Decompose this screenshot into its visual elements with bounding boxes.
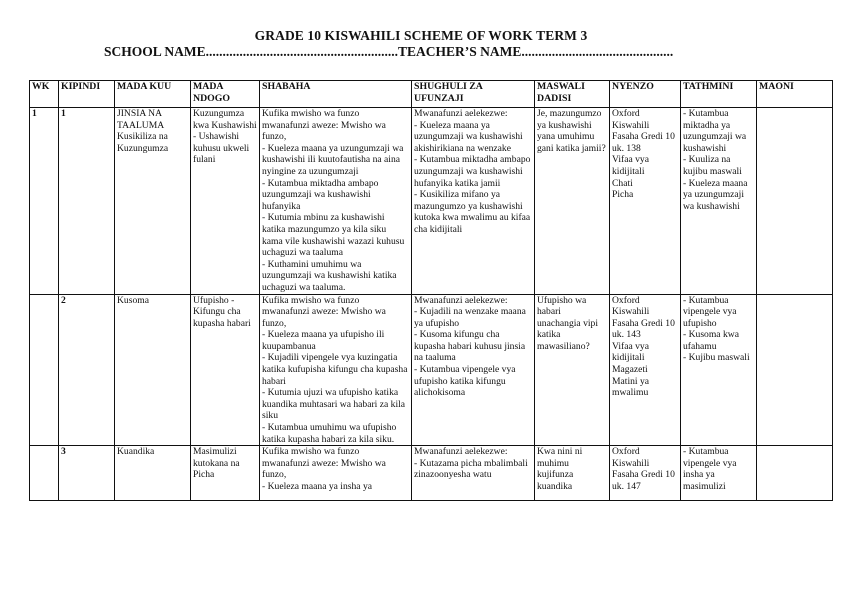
cell-line: Mwanafunzi aelekezwe:: [414, 294, 508, 306]
cell-shabaha: [260, 294, 412, 446]
cell-line: Oxford Kiswahili Fasaha Gredi 10 uk. 138: [612, 108, 675, 154]
cell-line: JINSIA NA TAALUMA: [117, 108, 165, 131]
cell-line: Magazeti: [612, 364, 648, 376]
cell-clip: [612, 446, 678, 500]
cell-nyenzo: [610, 108, 681, 295]
column-header-maoni: MAONI: [757, 81, 833, 108]
column-header-wk: WK: [30, 81, 59, 108]
cell-line: - Kutambua umuhimu wa ufupisho katika kupasha habari za kila siku.: [262, 422, 397, 445]
cell-maoni: [757, 108, 833, 295]
cell-line: - Kutambua vipengele vya ufupisho: [683, 294, 737, 329]
cell-line: - Kutambua miktadha ambapo uzungumzaji wa kushawishi hufanyika katika jamii: [414, 154, 531, 189]
cell-line: Chati: [612, 177, 633, 189]
cell-kipindi: [59, 446, 115, 501]
cell-line: Kufika mwisho wa funzo mwanafunzi aweze: Mwisho wa funzo,: [262, 108, 386, 143]
cell-wk: [30, 446, 59, 501]
cell-tathmini: [681, 294, 757, 446]
cell-shughuli: [412, 108, 535, 295]
cell-line: - Kueleza maana ya uzungumzaji wa kushawishi ili kuutofautisha na aina nyingine za uzungumzaji: [262, 142, 404, 177]
cell-clip: [537, 446, 607, 500]
column-header-mada-kuu: MADA KUU: [115, 81, 191, 108]
cell-clip: [193, 446, 257, 500]
column-header-kipindi: KIPINDI: [59, 81, 115, 108]
cell-line: Matini ya mwalimu: [612, 375, 650, 399]
cell-mada-kuu: [115, 108, 191, 295]
cell-clip: [117, 446, 188, 500]
cell-line: - Kueleza maana ya insha ya: [262, 481, 373, 492]
cell-line: Vifaa vya kidijitali: [612, 340, 649, 364]
cell-clip: [683, 446, 754, 500]
cell-shabaha: [260, 108, 412, 295]
cell-line: - Kutambua vipengele vya insha ya masimulizi: [683, 446, 737, 492]
scheme-of-work-table: [29, 80, 833, 501]
cell-tathmini: [681, 446, 757, 501]
cell-shughuli: [412, 294, 535, 446]
cell-line: Kwa nini ni muhimu kujifunza kuandika: [537, 446, 583, 492]
cell-line: Kufika mwisho wa funzo mwanafunzi aweze: Mwisho wa funzo,: [262, 294, 386, 329]
cell-line: Mwanafunzi aelekezwe:: [414, 108, 508, 119]
cell-line: Kuzungumza kwa Kushawishi - Ushawishi kuhusu ukweli fulani: [193, 108, 257, 166]
cell-wk: 1: [30, 108, 59, 295]
cell-kipindi: 2: [59, 294, 115, 446]
cell-line: Oxford Kiswahili Fasaha Gredi 10 uk. 147: [612, 446, 675, 492]
cell-line: Kufika mwisho wa funzo mwanafunzi aweze: Mwisho wa funzo,: [262, 446, 386, 481]
cell-line: - Kusoma kifungu cha kupasha habari kuhusu jinsia na taaluma: [414, 329, 526, 364]
cell-line: - Kutambua miktadha ambapo uzungumzaji wa kushawishi hufanyika: [262, 177, 379, 212]
cell-maswali: [535, 108, 610, 295]
cell-line: - Kutambua vipengele vya ufupisho katika kifungu alichokisoma: [414, 364, 516, 399]
cell-line: Kusoma: [117, 294, 149, 306]
cell-line: Vifaa vya kidijitali: [612, 154, 649, 177]
cell-line: - Kujadili na wenzake maana ya ufupisho: [414, 306, 526, 329]
cell-maswali: [535, 294, 610, 446]
cell-line: Ufupisho wa habari unachangia vipi katika mawasiliano?: [537, 294, 599, 352]
cell-nyenzo: [610, 446, 681, 501]
column-header-nyenzo: NYENZO: [610, 81, 681, 108]
cell-line: - Kutazama picha mbalimbali zinazoonyesha watu: [414, 457, 528, 481]
table-row: [30, 294, 833, 446]
cell-maoni: [757, 446, 833, 501]
cell-line: - Kutambua miktadha ya uzungumzaji wa kushawishi: [683, 108, 747, 154]
cell-line: - Kueleza maana ya ufupisho ili kuupambanua: [262, 329, 385, 352]
cell-clip: [262, 446, 409, 500]
cell-shughuli: [412, 446, 535, 501]
cell-line: Oxford Kiswahili Fasaha Gredi 10 uk. 143: [612, 294, 675, 341]
school-teacher-line: SCHOOL NAME.........................................................TEACHER’S NAME.............................................: [104, 44, 674, 59]
column-header-shabaha: SHABAHA: [260, 81, 412, 108]
cell-line: - Kueleza maana ya uzungumzaji wa kushawishi akishirikiana na wenzake: [414, 119, 523, 154]
cell-line: Kusikiliza na Kuzungumza: [117, 131, 169, 154]
column-header-tathmini: TATHMINI: [681, 81, 757, 108]
cell-nyenzo: [610, 294, 681, 446]
cell-clip: [414, 446, 532, 500]
cell-line: - Kujibu maswali: [683, 352, 750, 364]
column-header-shughuli: SHUGHULI ZA UFUNZAJI: [412, 81, 535, 108]
cell-line: Picha: [612, 189, 634, 201]
cell-clip: 3: [61, 446, 66, 458]
cell-line: - Kusikiliza mifano ya mazungumzo ya kushawishi kutoka kwa mwalimu au kifaa cha kidijitali: [414, 189, 531, 235]
cell-line: Je, mazungumzo ya kushawishi yana umuhimu gani katika jamii?: [537, 108, 606, 154]
cell-clip: [759, 446, 830, 500]
cell-tathmini: [681, 108, 757, 295]
cell-line: Ufupisho - Kifungu cha kupasha habari: [193, 294, 251, 329]
cell-mada-kuu: [115, 446, 191, 501]
cell-line: - Kujadili vipengele vya kuzingatia katika kufupisha kifungu cha kupasha habari: [262, 352, 408, 387]
cell-kipindi: 1: [59, 108, 115, 295]
cell-clip: [32, 446, 56, 500]
cell-line: - Kuthamini umuhimu wa uzungumzaji wa kushawishi katika uchaguzi wa taaluma.: [262, 258, 397, 293]
table-row: [30, 108, 833, 295]
cell-line: - Kuuliza na kujibu maswali: [683, 154, 742, 177]
column-header-maswali: MASWALI DADISI: [535, 81, 610, 108]
cell-line: Mwanafunzi aelekezwe:: [414, 446, 508, 458]
cell-line: - Kutumia ujuzi wa ufupisho katika kuandika muhtasari wa habari za kila siku: [262, 387, 406, 422]
column-header-mada-ndogo: MADA NDOGO: [191, 81, 260, 108]
header-row: [30, 81, 833, 108]
cell-shabaha: [260, 446, 412, 501]
cell-line: - Kusoma kwa ufahamu: [683, 329, 739, 352]
table-row: [30, 446, 833, 501]
cell-maoni: [757, 294, 833, 446]
cell-maswali: [535, 446, 610, 501]
document-title: GRADE 10 KISWAHILI SCHEME OF WORK TERM 3: [254, 28, 588, 43]
cell-line: Kuandika: [117, 446, 155, 458]
cell-line: - Kutumia mbinu za kushawishi katika mazungumzo ya kila siku kama vile kushawishi wazazi kuhusu uchaguzi wa taaluma: [262, 212, 405, 259]
cell-mada-ndogo: [191, 294, 260, 446]
cell-line: Masimulizi kutokana na Picha: [193, 446, 240, 481]
cell-mada-ndogo: [191, 446, 260, 501]
cell-mada-kuu: [115, 294, 191, 446]
cell-line: - Kueleza maana ya uzungumzaji wa kushawishi: [683, 177, 748, 212]
cell-mada-ndogo: [191, 108, 260, 295]
cell-wk: [30, 294, 59, 446]
